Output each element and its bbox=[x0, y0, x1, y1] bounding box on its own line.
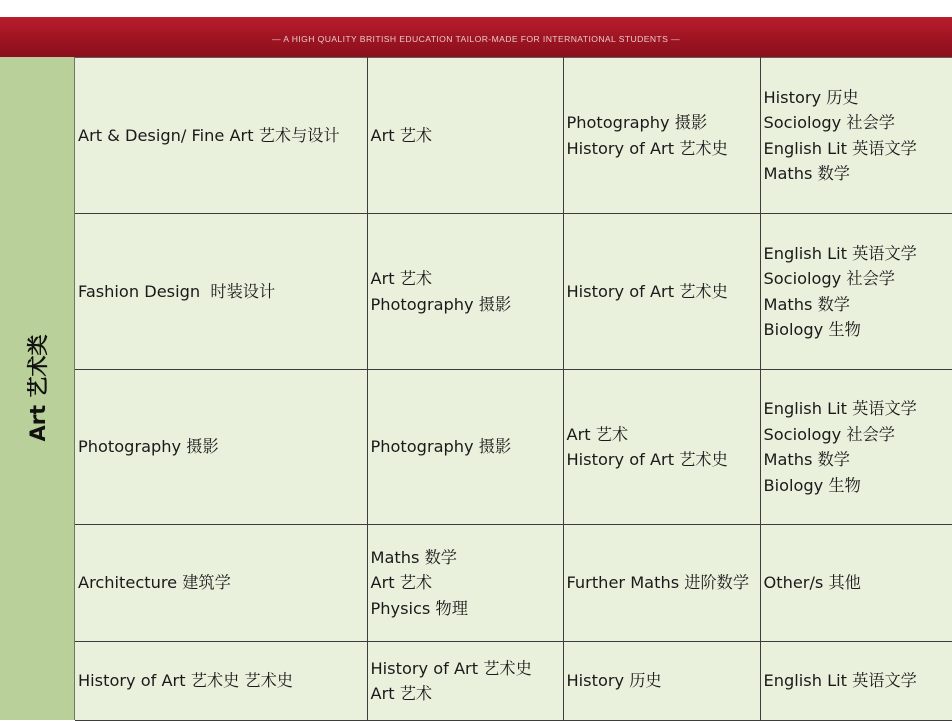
subject-grid bbox=[75, 57, 952, 721]
course-cell: History of Art 艺术史 艺术史 bbox=[75, 642, 367, 721]
banner-tagline: — A HIGH QUALITY BRITISH EDUCATION TAILOR-MADE FOR INTERNATIONAL STUDENTS — bbox=[271, 34, 680, 44]
category-label: Art 艺术类 bbox=[26, 334, 50, 442]
header-banner bbox=[0, 17, 952, 57]
table-row bbox=[75, 214, 952, 370]
other-subjects-cell: English Lit 英语文学 Sociology 社会学 Maths 数学 Biology 生物 bbox=[760, 214, 952, 370]
course-cell: Architecture 建筑学 bbox=[75, 525, 367, 642]
recommended-subjects-cell: Further Maths 进阶数学 bbox=[563, 525, 760, 642]
recommended-subjects-cell: History of Art 艺术史 bbox=[563, 214, 760, 370]
course-cell: Photography 摄影 bbox=[75, 370, 367, 525]
other-subjects-cell: English Lit 英语文学 bbox=[760, 642, 952, 721]
course-cell: Art & Design/ Fine Art 艺术与设计 bbox=[75, 58, 367, 214]
table-row bbox=[75, 525, 952, 642]
subject-table bbox=[0, 57, 952, 720]
recommended-subjects-cell: Photography 摄影 History of Art 艺术史 bbox=[563, 58, 760, 214]
table-row bbox=[75, 642, 952, 721]
required-subjects-cell: Art 艺术 Photography 摄影 bbox=[367, 214, 563, 370]
other-subjects-cell: Other/s 其他 bbox=[760, 525, 952, 642]
other-subjects-cell: English Lit 英语文学 Sociology 社会学 Maths 数学 Biology 生物 bbox=[760, 370, 952, 525]
recommended-subjects-cell: History 历史 bbox=[563, 642, 760, 721]
table-row bbox=[75, 370, 952, 525]
course-cell: Fashion Design 时装设计 bbox=[75, 214, 367, 370]
table-row bbox=[75, 58, 952, 214]
other-subjects-cell: History 历史 Sociology 社会学 English Lit 英语文学 Maths 数学 bbox=[760, 58, 952, 214]
top-margin bbox=[0, 0, 952, 17]
required-subjects-cell: History of Art 艺术史 Art 艺术 bbox=[367, 642, 563, 721]
recommended-subjects-cell: Art 艺术 History of Art 艺术史 bbox=[563, 370, 760, 525]
required-subjects-cell: Art 艺术 bbox=[367, 58, 563, 214]
required-subjects-cell: Photography 摄影 bbox=[367, 370, 563, 525]
required-subjects-cell: Maths 数学 Art 艺术 Physics 物理 bbox=[367, 525, 563, 642]
category-column bbox=[0, 57, 75, 720]
